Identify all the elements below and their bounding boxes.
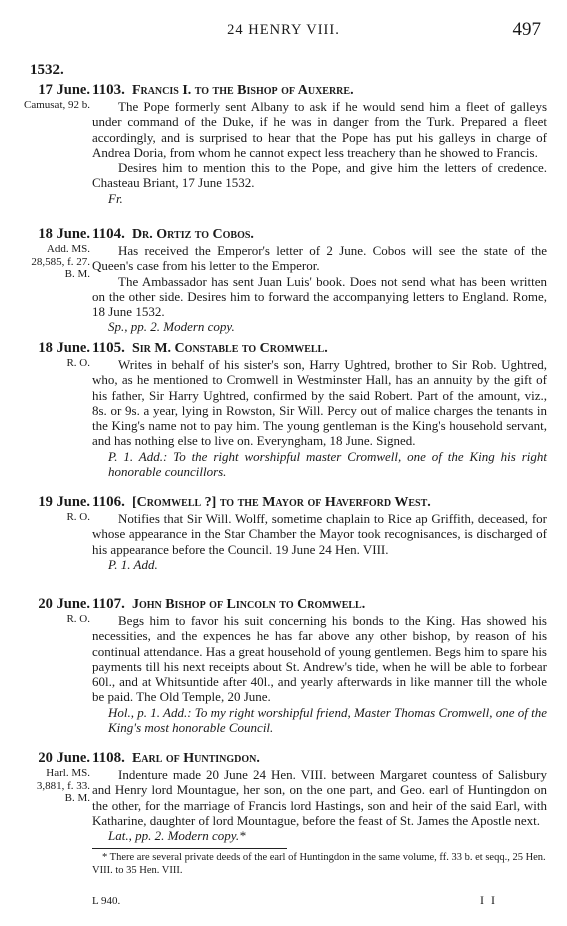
entry-note: Fr.: [108, 190, 123, 206]
year-label: 1532.: [30, 62, 64, 78]
entry-body: [92, 596, 547, 735]
entry-date: 18 June.: [38, 226, 90, 242]
entry-date: 20 June.: [38, 596, 90, 612]
entry-source: B. M.: [64, 792, 90, 804]
entry-title: [Cromwell ?] to the Mayor of Haverford West.: [131, 495, 431, 510]
entry-margin: [14, 82, 90, 112]
entry-number: 1106.: [92, 494, 125, 510]
entry-paragraph: Notifies that Sir Will. Wolff, sometime chaplain to Rice ap Griffith, deceased, for whose appearance in the Star Chamber the Mayor took recognisances, is discharged of his appearance before the Council. 19 June 24 Hen. VIII.: [92, 511, 547, 557]
entry-paragraph: The Pope formerly sent Albany to ask if he would send him a fleet of galleys under command of the Duke, if he was in danger from the Turk. Prepared a fleet accordingly, and is surprised to hear that the Pope has put his galleys in charge of Andrea Doria, from whom he cannot expect less treachery than he showed to Francis.: [92, 99, 547, 160]
entry-note: P. 1. Add.: [108, 556, 158, 572]
entry-date: 20 June.: [38, 750, 90, 766]
entry-heading: [92, 226, 547, 243]
entry-paragraph: Writes in behalf of his sister's son, Harry Ughtred, brother to Sir Rob. Ughtred, who, as he mentioned to Cromwell in Westminster Hall, has an annuity by the gift of his father, Sir Harry Ughtred, confirmed by the said Robert. Part of the amount, viz., 8s. or 9s. a year, lying in Rowston, Sir Will. Percy out of malice charges the tenants in the King's name not to pay him. The young gentleman is the King's household servant, and has nothing else to live on. Everyngham, 18 June. Signed.: [92, 357, 547, 449]
entry-margin: [14, 226, 90, 281]
running-title: 24 HENRY VIII.: [227, 22, 340, 38]
signature-mark-left: L 940.: [92, 895, 121, 907]
page-number: 497: [512, 19, 541, 40]
entry-title: Francis I. to the Bishop of Auxerre.: [131, 83, 354, 98]
entry-source: Add. MS.: [46, 243, 90, 255]
entry-source: R. O.: [66, 357, 90, 369]
entry-paragraph: The Ambassador has sent Juan Luis' book. Does not send what has been written on the other side. Desires him to forward the accompanying letters to England. Rome, 18 June 1532.: [92, 273, 547, 320]
entry-source: 3,881, f. 33.: [36, 779, 90, 792]
entry-body: [92, 750, 547, 843]
entry-date: 18 June.: [38, 340, 90, 356]
entry-body: [92, 226, 547, 335]
footnote-text: * There are several private deeds of the earl of Huntingdon in the same volume, ff. 33 b. et seqq., 25 Hen. VIII. to 35 Hen. VIII.: [92, 852, 546, 876]
entry-heading: [92, 494, 547, 511]
entry-note: Sp., pp. 2. Modern copy.: [108, 319, 235, 335]
entry-margin: [14, 596, 90, 626]
entry-source: R. O.: [66, 613, 90, 625]
entry-heading: [92, 596, 547, 613]
entry-source: R. O.: [66, 511, 90, 523]
entry-note: Hol., p. 1. Add.: To my right worshipful friend, Master Thomas Cromwell, one of the King's most honorable Council.: [108, 704, 548, 736]
entry-paragraph: Begs him to favor his suit concerning his bonds to the King. Has showed his necessities, and the expences he has far above any other bishop, by reason of his continual attendance. Has a great household of young gentlemen. Begs him to spare his payments till his next receipts about St. Andrew's tide, when he will be able to forbear 60l., and at Whitsuntide after 40l., and yearly afterwards in like manner till the whole be paid. The Old Temple, 20 June.: [92, 613, 547, 705]
entry-number: 1104.: [92, 226, 125, 242]
entry-number: 1107.: [92, 596, 125, 612]
entry-number: 1108.: [92, 750, 125, 766]
entry-body: [92, 340, 547, 479]
entry-margin: [14, 750, 90, 805]
entry-margin: [14, 494, 90, 524]
entry-heading: [92, 82, 547, 99]
footnote: [92, 851, 547, 877]
entry-number: 1105.: [92, 340, 125, 356]
entry-title: Earl of Huntingdon.: [131, 751, 260, 766]
entry-source: B. M.: [64, 268, 90, 280]
entry-body: [92, 82, 547, 206]
entry-heading: [92, 750, 547, 767]
entry-body: [92, 494, 547, 572]
entry-source: Harl. MS.: [46, 767, 90, 779]
entry-note: P. 1. Add.: To the right worshipful master Cromwell, one of the King his right honorable councillors.: [108, 448, 547, 480]
entry-paragraph: Desires him to mention this to the Pope, and give him the letters of credence. Chasteau Briant, 17 June 1532.: [92, 160, 547, 191]
entry-date: 19 June.: [38, 494, 90, 510]
entry-source: Camusat, 92 b.: [24, 99, 90, 111]
entry-title: John Bishop of Lincoln to Cromwell.: [131, 597, 366, 612]
entry-number: 1103.: [92, 82, 125, 98]
entry-heading: [92, 340, 547, 357]
signature-mark-right: I I: [480, 893, 497, 907]
entry-title: Dr. Ortiz to Cobos.: [131, 227, 254, 242]
entry-paragraph: Indenture made 20 June 24 Hen. VIII. between Margaret countess of Salisbury and Henry lord Mountague, her son, on the one part, and Geo. earl of Huntingdon on the other, for the marriage of Francis lord Hastings, son and heir of the said Earl, with Katharine, daughter of lord Mountague, before the feast of St. James the Apostle next.: [92, 767, 547, 828]
entry-title: Sir M. Constable to Cromwell.: [131, 341, 328, 356]
running-head: [0, 19, 567, 44]
footnote-divider: [92, 848, 287, 849]
entry-note: Lat., pp. 2. Modern copy.*: [108, 828, 246, 844]
entry-paragraph: Has received the Emperor's letter of 2 June. Cobos will see the state of the Queen's case from his letter to the Emperor.: [92, 243, 547, 274]
entry-source: 28,585, f. 27.: [31, 255, 90, 268]
entry-margin: [14, 340, 90, 370]
entry-date: 17 June.: [38, 82, 90, 98]
